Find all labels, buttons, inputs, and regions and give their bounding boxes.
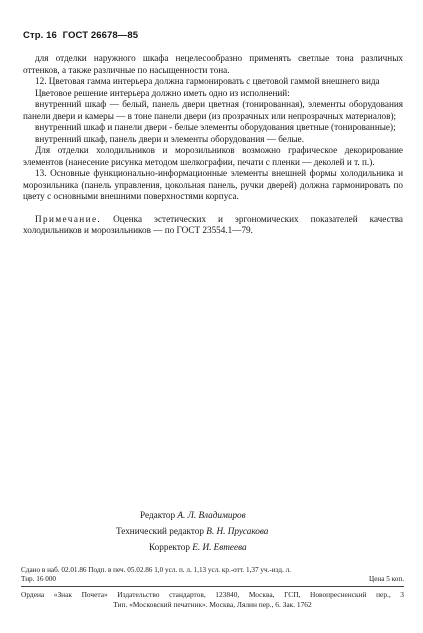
paragraph-option-3: внутренний шкаф, панель двери и элементы оборудования — белые. <box>35 133 305 144</box>
note-label: Примечание. <box>35 213 102 224</box>
standard-code: ГОСТ 26678—85 <box>62 30 139 41</box>
note <box>23 214 403 237</box>
page-header <box>23 30 138 41</box>
paragraph-item-13: 13. Основные функционально-информационные элементы внешней формы холодильника и морозильника (панель управления, цокольная панель, ручки дверей) должна гармонировать по цвету с основными внешними поверхностями корпуса. <box>23 168 403 201</box>
page-number: Стр. 16 <box>23 30 57 41</box>
credit-tech-editor <box>116 524 268 538</box>
note-text: Оценка эстетических и эргономических показателей качества холодильников и морозильников — по ГОСТ 23554.1—79. <box>23 213 404 235</box>
editor-role: Редактор <box>140 510 176 520</box>
credit-editor <box>140 508 246 522</box>
imprint-line-2 <box>21 575 404 584</box>
circulation: Тир. 16 000 <box>21 575 57 583</box>
tech-editor-name: В. Н. Прусакова <box>206 526 269 536</box>
editor-name: А. Л. Владимиров <box>177 510 246 520</box>
proofreader-name: Е. И. Евтеева <box>192 542 247 552</box>
paragraph-item-12: 12. Цветовая гамма интерьера должна гармонировать с цветовой гаммой внешнего вида <box>35 76 380 86</box>
paragraph-option-2: внутренний шкаф и панели двери - белые элементы оборудования цветные (тонированные); <box>35 122 396 132</box>
imprint <box>21 566 404 584</box>
paragraph-color-options: Цветовое решение интерьера должно иметь одно из исполнений: <box>35 87 290 98</box>
imprint-line-1: Сдано в наб. 02.01.86 Подп. в печ. 05.02.86 1,0 усл. п. л. 1,13 усл. кр.-отт. 1,37 уч.-изд. л. <box>21 566 291 574</box>
footer-rule <box>21 586 404 587</box>
paragraph-option-1: внутренний шкаф — белый, панель двери цветная (тонированная), элементы оборудования панели двери и камеры — в тоне панели двери (из прозрачных или непрозрачных материалов); <box>23 99 403 121</box>
tech-editor-role: Технический редактор <box>116 526 204 536</box>
publisher-footer <box>21 590 404 609</box>
price: Цена 5 коп. <box>369 575 404 583</box>
paragraph-decoration: Для отделки холодильников и морозильников возможно графическое декорирование элементов (нанесение рисунка методом шелкографии, печати с пленки — деколей и т. п.). <box>23 145 403 167</box>
printer-line: Тип. «Московский печатник». Москва, Лялин пер., 6. Зак. 1762 <box>113 599 312 609</box>
publisher-line: Ордена «Знак Почета» Издательство стандартов, 123840, Москва, ГСП, Новопресненский пер., 3 <box>21 590 404 599</box>
credit-proofreader <box>149 540 247 554</box>
proofreader-role: Корректор <box>149 542 190 552</box>
body-text <box>23 53 403 237</box>
paragraph-continuation: для отделки наружного шкафа нецелесообразно применять светлые тона различных оттенков, а также различные по насыщенности тона. <box>23 53 403 75</box>
